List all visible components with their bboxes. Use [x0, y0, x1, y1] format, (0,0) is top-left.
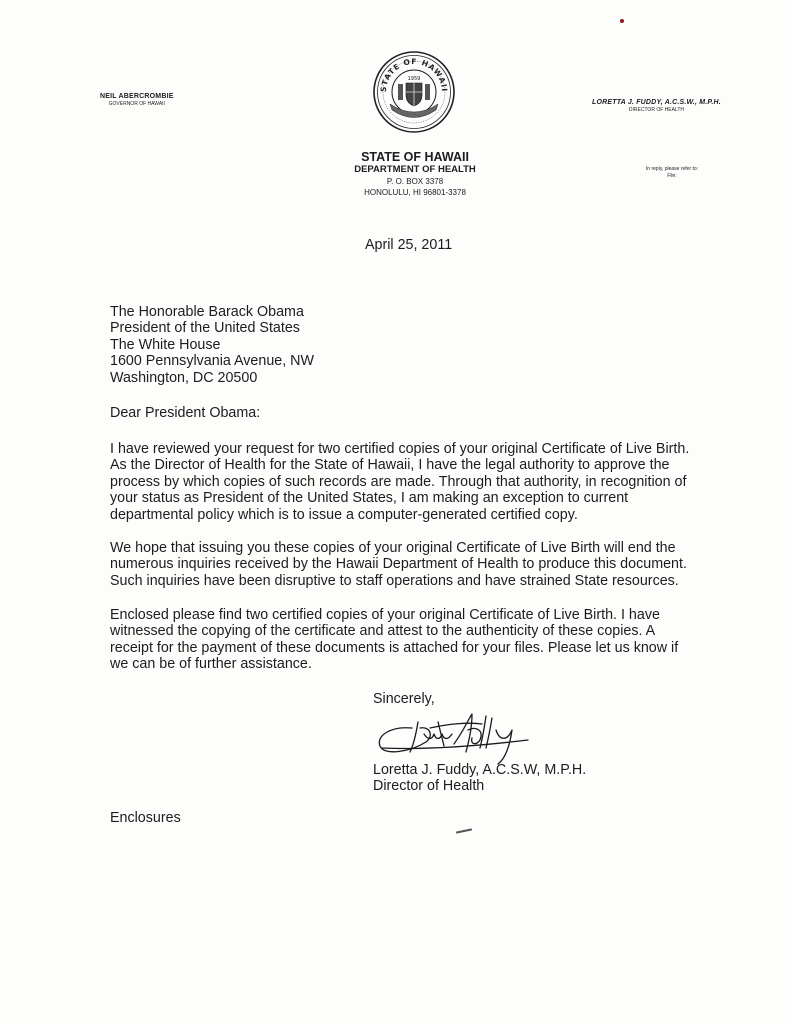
paragraph-line: departmental policy which is to issue a computer-generated certified copy.: [110, 506, 578, 523]
recipient-line: Washington, DC 20500: [110, 369, 258, 386]
department-block: [300, 150, 530, 198]
paragraph-line: As the Director of Health for the State of Hawaii, I have the legal authority to approve the: [110, 457, 670, 474]
speck: [620, 19, 624, 23]
paragraph-1: [110, 441, 710, 523]
letter-date: April 25, 2011: [365, 237, 453, 253]
paragraph-line: process by which copies of such records are made. Through that authority, in recognition of: [110, 473, 687, 490]
recipient-line: President of the United States: [110, 320, 300, 337]
signature-icon: [368, 700, 538, 766]
recipient-address: [110, 304, 314, 386]
reply-note: [640, 166, 704, 179]
paragraph-line: witnessed the copying of the certificate and attest to the authenticity of these copies. A: [110, 623, 656, 640]
city-zip: HONOLULU, HI 96801-3378: [364, 188, 466, 197]
enclosures: Enclosures: [110, 810, 181, 826]
seal-icon: [372, 50, 456, 134]
state-name: STATE OF HAWAII: [361, 150, 469, 164]
signer-block: [373, 762, 586, 795]
seal-year: 1959: [407, 76, 421, 82]
seal-text: STATE OF HAWAII: [378, 56, 450, 93]
governor-name: NEIL ABERCROMBIE: [100, 93, 174, 100]
closing: Sincerely,: [373, 691, 435, 707]
paragraph-line: Such inquiries have been disruptive to staff operations and have strained State resources.: [110, 572, 679, 589]
director-name: LORETTA J. FUDDY, A.C.S.W., M.P.H.: [592, 99, 721, 106]
paragraph-line: Enclosed please find two certified copies of your original Certificate of Live Birth. I have: [110, 607, 660, 623]
signer-name: Loretta J. Fuddy, A.C.S.W, M.P.H.: [373, 762, 587, 778]
scan-mark: [456, 828, 472, 833]
signature: [368, 700, 538, 766]
paragraph-2: [110, 540, 710, 589]
paragraph-line: receipt for the payment of these documents is attached for your files. Please let us know if: [110, 639, 679, 656]
po-box: P. O. BOX 3378: [386, 177, 444, 186]
reply-label: In reply, please refer to:: [645, 166, 699, 172]
paragraph-line: we can be of further assistance.: [110, 656, 312, 673]
department-name: DEPARTMENT OF HEALTH: [354, 164, 476, 175]
governor-block: [100, 93, 174, 107]
salutation: Dear President Obama:: [110, 405, 261, 421]
recipient-line: 1600 Pennsylvania Avenue, NW: [110, 353, 314, 370]
paragraph-3: [110, 607, 710, 673]
recipient-line: The White House: [110, 336, 221, 353]
paragraph-line: your status as President of the United States, I am making an exception to current: [110, 490, 629, 507]
recipient-line: The Honorable Barack Obama: [110, 304, 304, 320]
director-title: DIRECTOR OF HEALTH: [628, 107, 685, 113]
file-label: File:: [667, 173, 677, 179]
paragraph-line: numerous inquiries received by the Hawaii Department of Health to produce this document.: [110, 556, 687, 573]
signer-title: Director of Health: [373, 778, 485, 795]
paragraph-line: I have reviewed your request for two certified copies of your original Certificate of Live Birth.: [110, 441, 690, 457]
paragraph-line: We hope that issuing you these copies of your original Certificate of Live Birth will end the: [110, 540, 676, 556]
governor-title: GOVERNOR OF HAWAII: [108, 101, 165, 107]
state-seal: [372, 50, 456, 134]
director-block: [592, 99, 721, 113]
